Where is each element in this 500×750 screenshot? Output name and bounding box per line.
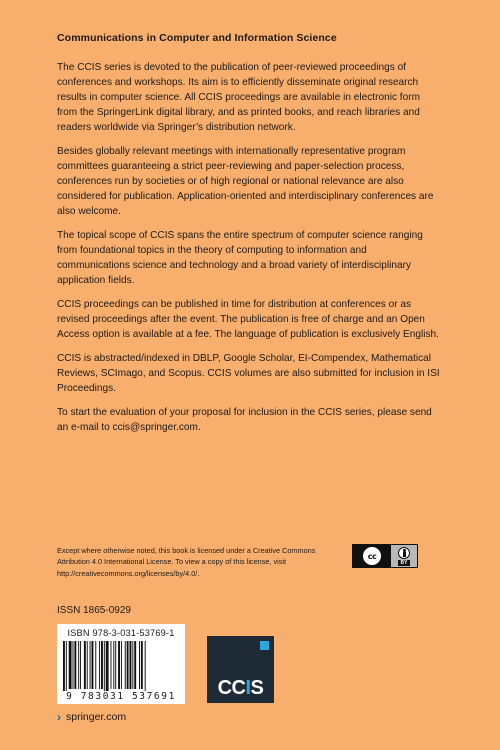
barcode-bar [63, 641, 65, 693]
website-label: springer.com [66, 711, 127, 723]
barcode-bar [132, 641, 133, 689]
barcode-bar [90, 641, 91, 689]
barcode-bar [125, 641, 126, 689]
cc-by-badge [352, 544, 418, 568]
paragraph-intro: The CCIS series is devoted to the publication of peer-reviewed proceedings of conferences and workshops. Its aim is to efficiently disseminate original research results in computer science. All CCIS proceedings are available in electronic form from the SpringerLink digital library, and as printed books, and reach libraries and readers worldwide via Springer’s distribution network. [57, 62, 420, 133]
barcode-bar [73, 641, 74, 689]
barcode-bar [121, 641, 122, 689]
barcode-bar [127, 641, 129, 689]
person-icon [398, 547, 410, 559]
barcode-bar [111, 641, 112, 689]
barcode-bar [87, 641, 88, 689]
barcode-bar [130, 641, 132, 689]
logo-text-s: S [250, 677, 264, 699]
paragraph-scope: The topical scope of CCIS spans the entire spectrum of computer science ranging from foundational topics in the theory of computing to information and communications science and technology and a broad variety of interdisciplinary application fields. [57, 230, 423, 286]
barcode-bar [113, 641, 114, 689]
logo-text-i: I [245, 677, 251, 699]
barcode-bar [69, 641, 72, 689]
barcode-bar [134, 641, 136, 689]
description [57, 60, 442, 444]
barcode-bar [84, 641, 86, 689]
cc-icon [353, 545, 391, 567]
barcode-bar [66, 641, 67, 693]
barcode-bar [95, 641, 96, 689]
barcode-bar [99, 641, 100, 689]
barcode-bars [59, 641, 183, 693]
paragraph-publishing: CCIS proceedings can be published in time for distribution at conferences or as revised proceedings after the event. The publication is free of charge and an Open Access option is available at a fee. The language of publication is exclusively English. [57, 299, 439, 340]
logo-accent-square [260, 641, 269, 650]
paragraph-indexing: CCIS is abstracted/indexed in DBLP, Google Scholar, EI-Compendex, Mathematical Reviews, SCImago, and Scopus. CCIS volumes are also submitted for inclusion in ISI Proceedings. [57, 353, 440, 394]
barcode-bar [115, 641, 116, 689]
barcode-bar [145, 641, 146, 693]
barcode-bar [92, 641, 94, 689]
barcode-bar [141, 641, 143, 689]
barcode-bar [74, 641, 76, 689]
license-notice: Except where otherwise noted, this book is licensed under a Creative Commons Attribution 4.0 International License. To view a copy of this license, visit http://creativecommons.org/licenses/by/4.0/. [57, 546, 316, 578]
by-label: BY [398, 560, 411, 566]
logo-text-cc: CC [217, 677, 246, 699]
barcode-bar [118, 641, 120, 689]
chevron-right-icon: › [57, 710, 61, 724]
barcode-bar [106, 641, 109, 693]
barcode-bar [78, 641, 79, 689]
issn: ISSN 1865-0929 [57, 605, 131, 616]
ccis-logo [207, 636, 274, 703]
barcode-digits: 9 783031 537691 [57, 691, 185, 702]
isbn: ISBN 978-3-031-53769-1 [67, 628, 175, 638]
barcode-bar [101, 641, 103, 689]
barcode-bar [80, 641, 81, 689]
cc-label: cc [367, 551, 377, 561]
series-title: Communications in Computer and Information Science [57, 32, 337, 44]
barcode-bar [139, 641, 140, 689]
paragraph-contact: To start the evaluation of your proposal for inclusion in the CCIS series, please send an e-mail to ccis@springer.com. [57, 407, 432, 433]
barcode [57, 624, 185, 704]
barcode-bar [104, 641, 105, 693]
paragraph-meetings: Besides globally relevant meetings with internationally representative program committees guaranteeing a strict peer-reviewing and paper-selection process, conferences run by societies or of high regional or national relevance are also considered for publication. Application-oriented and interdisciplinary conferences are also welcome. [57, 146, 434, 217]
publisher-link[interactable] [57, 711, 126, 723]
